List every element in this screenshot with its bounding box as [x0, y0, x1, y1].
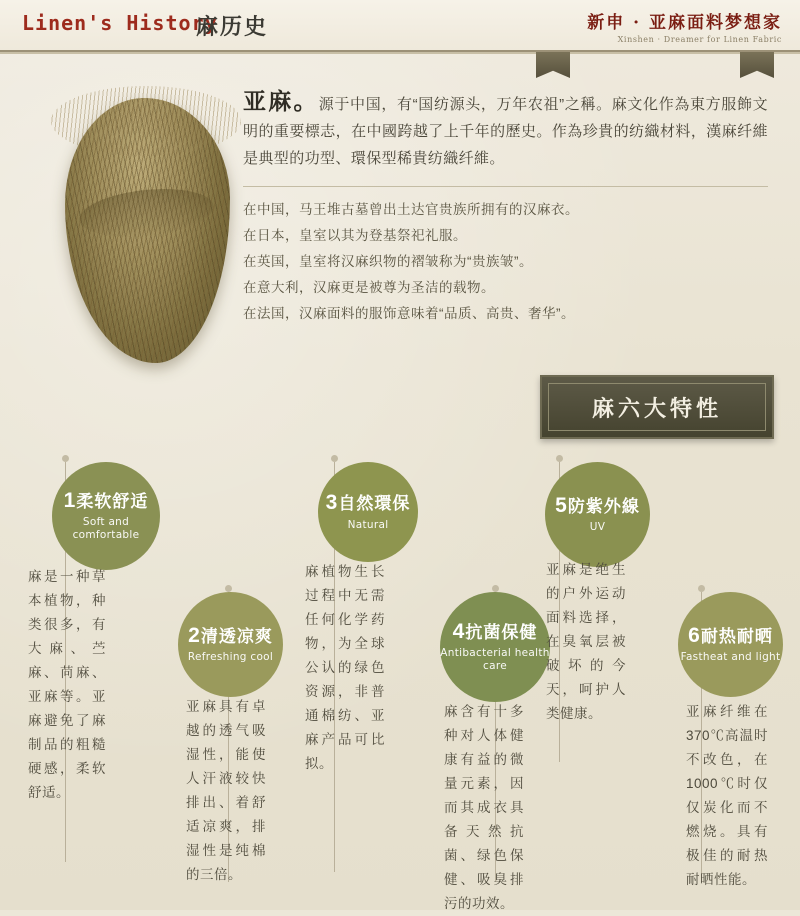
- feature-subtitle-5: UV: [589, 521, 606, 534]
- page-title-en: Linen's History: [22, 11, 218, 35]
- feature-number-2: 2: [188, 623, 201, 647]
- page-title-cn: 麻历史: [196, 14, 269, 39]
- intro-list-item: 在中国，马王堆古墓曾出土达官贵族所拥有的汉麻衣。: [243, 202, 579, 217]
- feature-bubble-2: [178, 592, 283, 697]
- intro-list-item: 在意大利，汉麻更是被尊为圣洁的载物。: [243, 280, 495, 295]
- feature-heading-2: [188, 625, 273, 647]
- feature-dot-4: [492, 585, 499, 592]
- feature-dot-6: [698, 585, 705, 592]
- brand-name-en: Xinshen · Dreamer for Linen Fabric: [617, 35, 782, 44]
- feature-heading-5: [555, 495, 640, 517]
- feature-number-6: 6: [688, 623, 701, 647]
- feature-title-3: 自然環保: [338, 494, 411, 514]
- section-banner: [540, 375, 774, 439]
- intro-list: [243, 197, 768, 327]
- feature-subtitle-6: Fastheat and light: [680, 651, 781, 664]
- feature-title-6: 耐热耐晒: [700, 626, 773, 646]
- feature-dot-2: [225, 585, 232, 592]
- feature-bubble-5: [545, 462, 650, 567]
- feature-body-1: 麻是一种草本植物，种类很多，有大麻、苎麻、苘麻、亚麻等。亚麻避免了麻制品的粗糙硬感，柔软舒适。: [28, 569, 106, 800]
- intro-list-item: 在日本，皇室以其为登基祭祀礼服。: [243, 228, 467, 243]
- feature-subtitle-1: Soft and comfortable: [72, 516, 140, 542]
- feature-number-1: 1: [63, 488, 77, 512]
- feature-title-2: 清透凉爽: [200, 626, 273, 646]
- feature-number-5: 5: [555, 493, 568, 517]
- intro-lead-keyword: 亚麻。: [243, 88, 319, 114]
- feature-heading-6: [688, 625, 773, 647]
- feature-heading-4: [453, 621, 538, 643]
- feature-bubble-4: [440, 592, 550, 702]
- feature-body-4: 麻含有十多种对人体健康有益的微量元素，因而其成衣具备天然抗菌、绿色保健、吸臭排污的功效。: [444, 704, 524, 911]
- intro-lead-text: 源于中国，有“国纺源头，万年农祖”之稱。麻文化作為東方服飾文明的重要標志，在中國跨越了上千年的歷史。作為珍貴的纺織材料，漢麻纤維是典型的功型、環保型稀貴纺織纤維。: [243, 96, 768, 167]
- feature-subtitle-2: Refreshing cool: [187, 651, 274, 664]
- page-header: [0, 0, 800, 52]
- feature-dot-1: [62, 455, 69, 462]
- linen-fiber-bundle: [65, 98, 230, 363]
- banner-ribbon-left: [536, 52, 570, 78]
- brand-logo: [587, 8, 782, 44]
- intro-list-item: 在法国，汉麻面料的服饰意味着“品质、高贵、奢华”。: [243, 306, 575, 321]
- feature-bubble-3: [318, 462, 418, 562]
- feature-body-6: 亚麻纤维在370℃高温时不改色，在1000℃时仅仅炭化而不燃烧。具有极佳的耐热耐晒性能。: [686, 704, 768, 887]
- feature-bubble-1: [52, 462, 160, 570]
- intro-lead: [243, 88, 768, 172]
- feature-body-3: 麻植物生长过程中无需任何化学药物，为全球公认的绿色资源，非普通棉纺、亚麻产品可比拟。: [305, 564, 385, 771]
- feature-body-5: 亚麻是绝生的户外运动面料选择，在臭氧层被破坏的今天，呵护人类健康。: [546, 562, 626, 721]
- feature-body-2: 亚麻具有卓越的透气吸湿性，能使人汗液较快排出、着舒适凉爽，排湿性是纯棉的三倍。: [186, 699, 266, 882]
- divider: [243, 186, 768, 187]
- intro-block: [243, 88, 768, 327]
- section-banner-inner: [548, 383, 766, 431]
- feature-title-5: 防紫外線: [567, 496, 640, 516]
- brand-name-cn: 新申 · 亚麻面料梦想家: [587, 13, 782, 33]
- feature-heading-3: [326, 492, 411, 514]
- feature-bubble-6: [678, 592, 783, 697]
- feature-heading-1: [64, 490, 149, 512]
- feature-dot-5: [556, 455, 563, 462]
- banner-ribbon-right: [740, 52, 774, 78]
- feature-number-3: 3: [325, 491, 339, 515]
- feature-title-1: 柔软舒适: [76, 491, 149, 511]
- feature-dot-3: [331, 455, 338, 462]
- intro-list-item: 在英国，皇室将汉麻织物的褶皱称为“贵族皱”。: [243, 254, 533, 269]
- section-banner-title: 麻六大特性: [591, 395, 722, 421]
- feature-subtitle-4: Antibacterial health care: [440, 647, 550, 673]
- feature-subtitle-3: Natural: [347, 518, 389, 531]
- feature-title-4: 抗菌保健: [465, 622, 538, 642]
- feature-number-4: 4: [452, 619, 466, 643]
- linen-fiber-image: [45, 88, 255, 378]
